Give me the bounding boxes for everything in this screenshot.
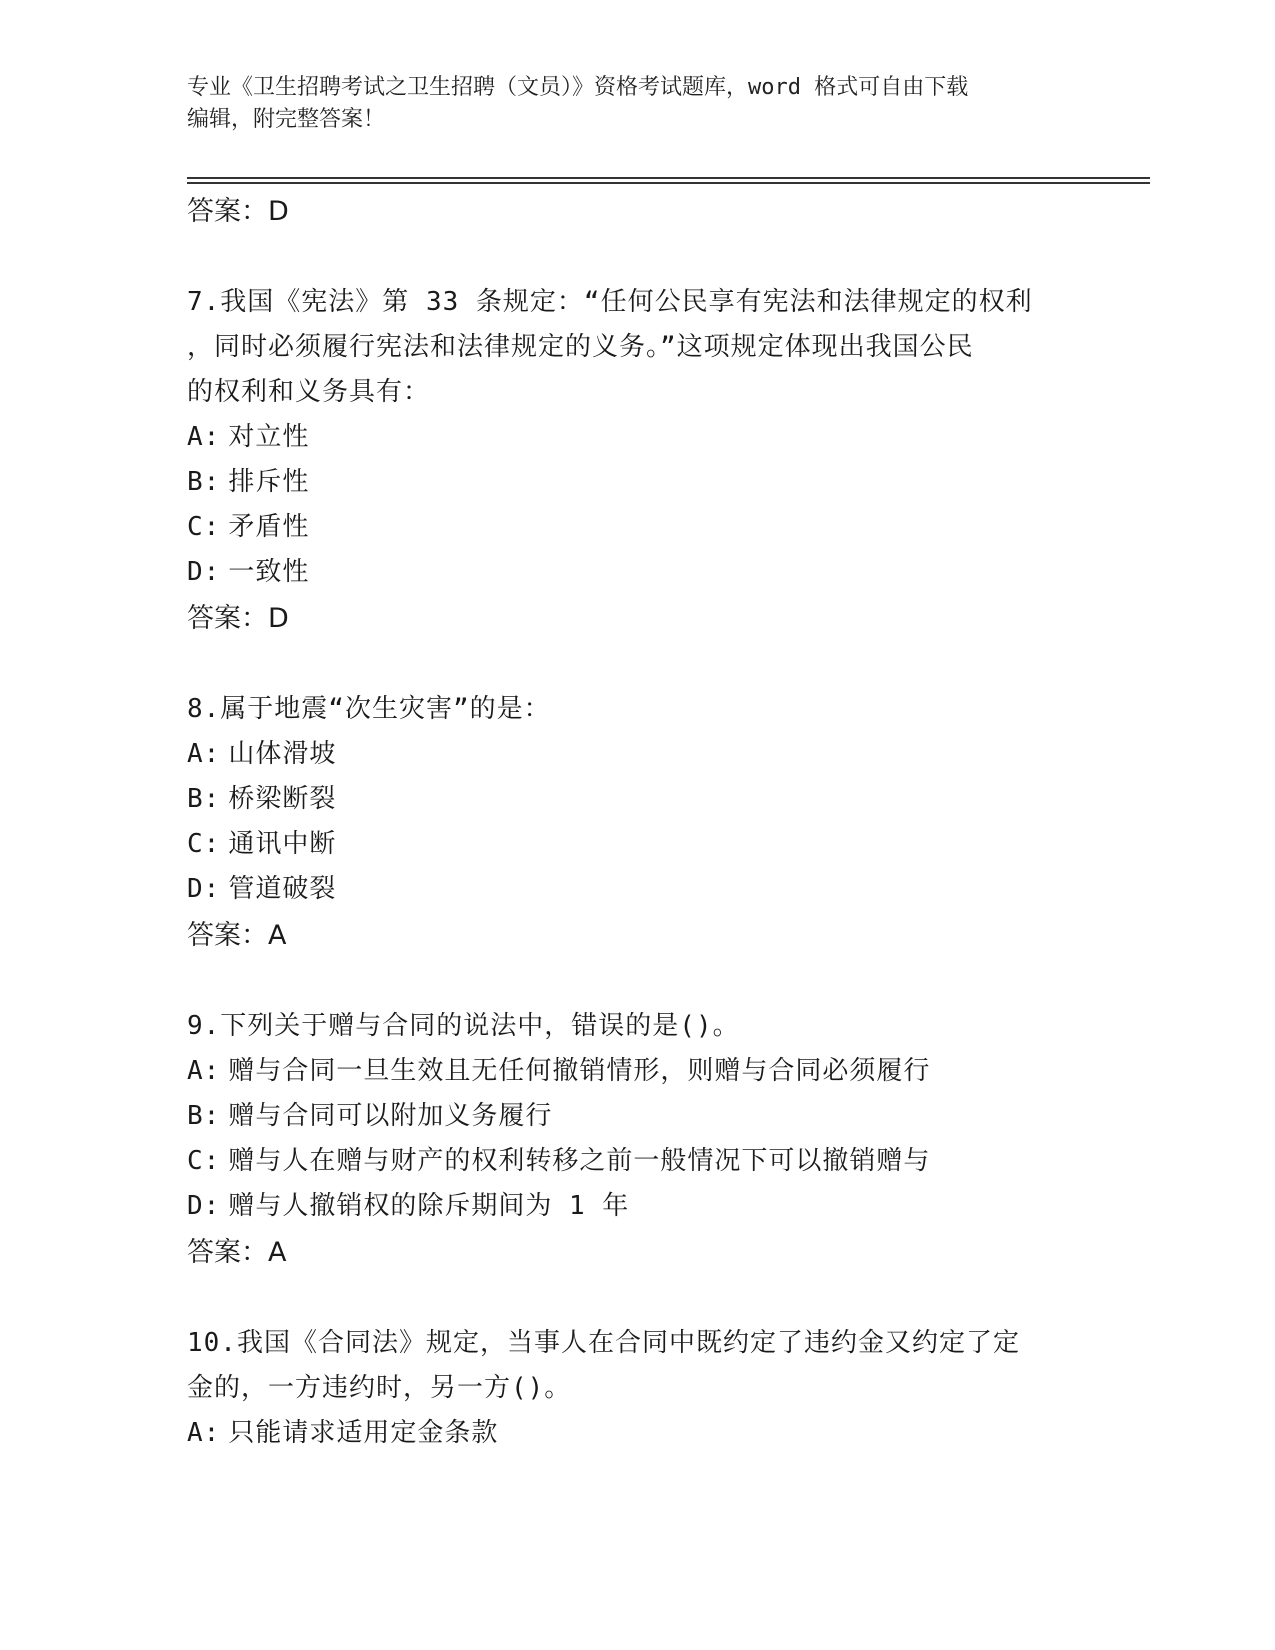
option-b — [187, 460, 1087, 505]
header-line-2: 编辑，附完整答案！ — [187, 107, 386, 132]
option-c — [187, 1139, 1087, 1184]
option-a — [187, 732, 1087, 777]
option-d — [187, 867, 1087, 912]
option-text: 排斥性 — [228, 467, 310, 497]
option-letter: C: — [187, 1146, 221, 1176]
option-text: 赠与人撤销权的除斥期间为 1 年 — [228, 1191, 630, 1221]
answer-line: 答案：A — [187, 920, 287, 951]
question-8 — [187, 687, 1087, 960]
option-letter: A: — [187, 1418, 221, 1448]
option-letter: C: — [187, 829, 221, 859]
option-letter: B: — [187, 467, 221, 497]
option-letter: A: — [187, 739, 221, 769]
option-c — [187, 822, 1087, 867]
option-text: 管道破裂 — [228, 874, 337, 904]
option-b — [187, 1094, 1087, 1139]
option-letter: B: — [187, 784, 221, 814]
answer-line: 答案：D — [187, 603, 289, 634]
option-a — [187, 415, 1087, 460]
option-text: 桥梁断裂 — [228, 784, 337, 814]
option-text: 对立性 — [228, 422, 310, 452]
option-text: 一致性 — [228, 557, 310, 587]
option-b — [187, 777, 1087, 822]
question-stem-line: 10.我国《合同法》规定，当事人在合同中既约定了违约金又约定了定 — [187, 1328, 1020, 1358]
option-text: 只能请求适用定金条款 — [228, 1418, 499, 1448]
question-stem-line: 8.属于地震“次生灾害”的是： — [187, 694, 551, 724]
option-a — [187, 1049, 1087, 1094]
question-list — [187, 188, 1087, 1456]
header-divider-bottom — [187, 182, 1150, 184]
option-letter: D: — [187, 557, 221, 587]
question-stem-line: ，同时必须履行宪法和法律规定的义务。”这项规定体现出我国公民 — [187, 332, 974, 362]
option-d — [187, 1184, 1087, 1229]
question-stem-line: 金的，一方违约时，另一方()。 — [187, 1373, 572, 1403]
question-7 — [187, 280, 1087, 643]
header-divider-top — [187, 177, 1150, 179]
answer-line: 答案：A — [187, 1237, 287, 1268]
question-stem-line: 9.下列关于赠与合同的说法中，错误的是()。 — [187, 1011, 740, 1041]
option-text: 赠与合同可以附加义务履行 — [228, 1101, 553, 1131]
option-letter: D: — [187, 1191, 221, 1221]
question-10 — [187, 1321, 1087, 1456]
option-a — [187, 1411, 1087, 1456]
option-letter: B: — [187, 1101, 221, 1131]
question-9 — [187, 1004, 1087, 1277]
option-letter: D: — [187, 874, 221, 904]
option-letter: A: — [187, 422, 221, 452]
header-line-1: 专业《卫生招聘考试之卫生招聘（文员）》资格考试题库，word 格式可自由下载 — [187, 75, 969, 100]
option-text: 山体滑坡 — [228, 739, 337, 769]
option-letter: A: — [187, 1056, 221, 1086]
option-d — [187, 550, 1087, 595]
option-text: 赠与合同一旦生效且无任何撤销情形，则赠与合同必须履行 — [228, 1056, 931, 1086]
question-stem-line: 7.我国《宪法》第 33 条规定：“任何公民享有宪法和法律规定的权利 — [187, 287, 1033, 317]
page-header — [187, 72, 1067, 136]
previous-answer: 答案：D — [187, 196, 289, 227]
question-stem-line: 的权利和义务具有： — [187, 377, 431, 407]
option-text: 矛盾性 — [228, 512, 310, 542]
option-letter: C: — [187, 512, 221, 542]
option-text: 赠与人在赠与财产的权利转移之前一般情况下可以撤销赠与 — [228, 1146, 931, 1176]
option-text: 通讯中断 — [228, 829, 337, 859]
option-c — [187, 505, 1087, 550]
